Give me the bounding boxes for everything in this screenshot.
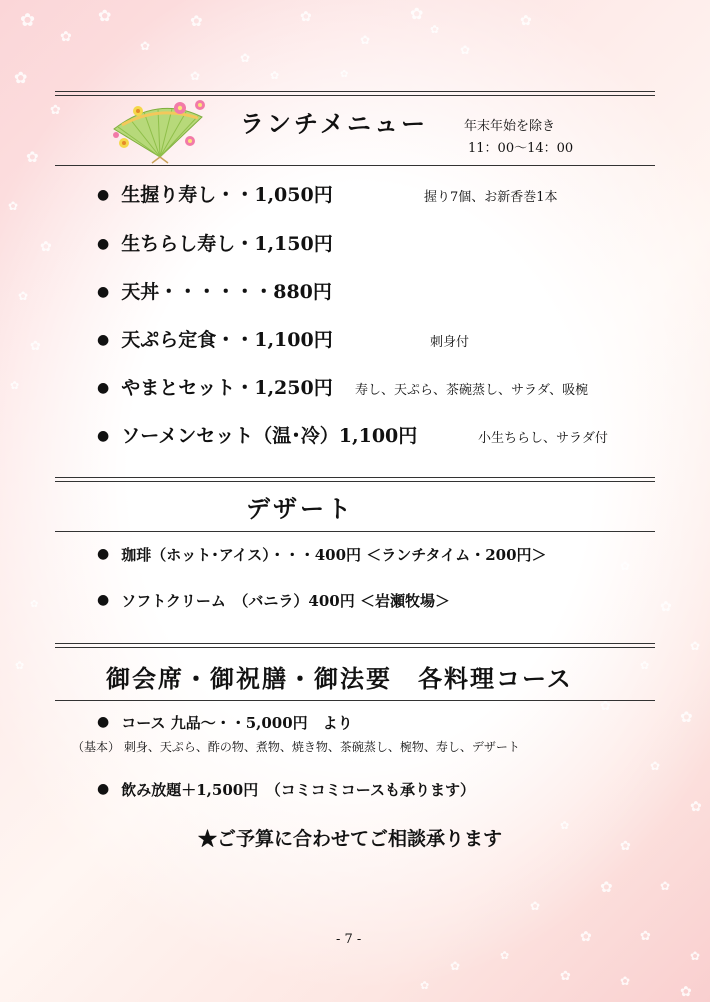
bullet-dot-icon: ● [97, 187, 110, 203]
section-rule [55, 531, 655, 532]
menu-item [97, 373, 333, 400]
menu-item-label: 生握り寿し・・1,050円 [121, 184, 333, 206]
sakura-blossom-icon: ✿ [340, 69, 349, 80]
menu-item [97, 421, 417, 448]
sakura-blossom-icon: ✿ [580, 929, 592, 945]
bullet-dot-icon: ● [97, 332, 110, 348]
sakura-blossom-icon: ✿ [690, 949, 701, 963]
menu-item [97, 544, 547, 565]
sakura-blossom-icon: ✿ [530, 899, 541, 913]
menu-item-label: 天丼・・・・・・880円 [121, 281, 332, 303]
lunch-hours: 11：00〜14：00 [468, 141, 574, 156]
course-item-label: 飲み放題＋1,500円 （コミコミコースも承ります） [121, 781, 475, 799]
sakura-blossom-icon: ✿ [680, 984, 692, 1000]
course-item [97, 779, 475, 800]
menu-item-note: 小生ちらし、サラダ付 [478, 431, 608, 446]
sakura-blossom-icon: ✿ [30, 599, 39, 610]
sakura-blossom-icon: ✿ [620, 839, 631, 854]
folding-fan-icon [108, 99, 208, 164]
sakura-blossom-icon: ✿ [300, 9, 312, 25]
menu-item-label: ソフトクリーム （バニラ）400円 ＜岩瀬牧場＞ [121, 592, 450, 610]
menu-item-note: 刺身付 [430, 335, 470, 350]
section-rule [55, 477, 655, 482]
bullet-dot-icon: ● [97, 592, 110, 608]
sakura-blossom-icon: ✿ [660, 879, 671, 893]
menu-item-label: 生ちらし寿し・1,150円 [121, 233, 333, 255]
sakura-blossom-icon: ✿ [240, 51, 251, 65]
sakura-blossom-icon: ✿ [560, 819, 570, 832]
bullet-dot-icon: ● [97, 428, 110, 444]
sakura-blossom-icon: ✿ [8, 199, 19, 213]
menu-item [97, 180, 333, 207]
sakura-blossom-icon: ✿ [500, 949, 510, 962]
sakura-blossom-icon: ✿ [420, 979, 430, 992]
sakura-blossom-icon: ✿ [140, 39, 151, 53]
sakura-blossom-icon: ✿ [410, 4, 424, 23]
sakura-blossom-icon: ✿ [10, 379, 20, 392]
sakura-blossom-icon: ✿ [450, 959, 461, 973]
sakura-blossom-icon: ✿ [40, 239, 52, 255]
sakura-blossom-icon: ✿ [560, 969, 571, 984]
menu-item [97, 229, 333, 256]
sakura-blossom-icon: ✿ [14, 68, 28, 87]
sakura-blossom-icon: ✿ [690, 799, 702, 815]
bullet-dot-icon: ● [97, 380, 110, 396]
sakura-blossom-icon: ✿ [520, 13, 532, 29]
menu-item [97, 277, 332, 304]
bullet-dot-icon: ● [97, 236, 110, 252]
sakura-blossom-icon: ✿ [620, 974, 631, 988]
section-rule [55, 91, 655, 96]
sakura-blossom-icon: ✿ [620, 559, 631, 573]
sakura-blossom-icon: ✿ [600, 878, 613, 896]
menu-item-label: やまとセット・1,250円 [121, 377, 333, 399]
sakura-blossom-icon: ✿ [660, 599, 672, 615]
course-basic-list: （基本） 刺身、天ぷら、酢の物、煮物、焼き物、茶碗蒸し、椀物、寿し、デザート [72, 740, 520, 754]
sakura-blossom-icon: ✿ [190, 69, 201, 83]
menu-item [97, 590, 450, 611]
section-rule [55, 165, 655, 166]
dessert-title: デザート [246, 494, 354, 523]
course-title: 御会席・御祝膳・御法要 各料理コース [106, 664, 573, 693]
section-rule [55, 643, 655, 648]
menu-item [97, 325, 333, 352]
page-number: - 7 - [336, 932, 362, 947]
sakura-blossom-icon: ✿ [20, 10, 36, 31]
section-rule [55, 700, 655, 701]
sakura-blossom-icon: ✿ [640, 929, 651, 944]
menu-item-label: 天ぷら定食・・1,100円 [121, 329, 333, 351]
sakura-blossom-icon: ✿ [98, 6, 112, 25]
sakura-blossom-icon: ✿ [270, 69, 280, 82]
sakura-blossom-icon: ✿ [18, 289, 29, 303]
sakura-blossom-icon: ✿ [190, 12, 203, 30]
sakura-blossom-icon: ✿ [15, 659, 25, 672]
sakura-blossom-icon: ✿ [640, 659, 650, 672]
menu-item-note: 寿し、天ぷら、茶碗蒸し、サラダ、吸椀 [355, 383, 589, 398]
sakura-blossom-icon: ✿ [60, 29, 72, 45]
sakura-blossom-icon: ✿ [460, 43, 471, 57]
lunch-title: ランチメニュー [240, 109, 429, 138]
sakura-blossom-icon: ✿ [690, 639, 701, 653]
sakura-blossom-icon: ✿ [360, 33, 371, 47]
sakura-blossom-icon: ✿ [430, 23, 440, 36]
sakura-blossom-icon: ✿ [26, 148, 39, 166]
menu-item-label: ソーメンセット（温･冷）1,100円 [121, 425, 418, 447]
course-item [97, 712, 353, 733]
bullet-dot-icon: ● [97, 284, 110, 300]
sakura-blossom-icon: ✿ [680, 708, 693, 726]
sakura-blossom-icon: ✿ [50, 103, 61, 118]
sakura-blossom-icon: ✿ [600, 699, 611, 714]
bullet-dot-icon: ● [97, 546, 110, 562]
bullet-dot-icon: ● [97, 714, 110, 730]
lunch-hours-note: 年末年始を除き [464, 119, 556, 134]
course-item-label: コース 九品〜・・5,000円 より [121, 714, 353, 732]
menu-item-note: 握り7個、お新香巻1本 [424, 190, 558, 205]
sakura-blossom-icon: ✿ [30, 339, 41, 354]
sakura-blossom-icon: ✿ [650, 759, 661, 773]
consult-note: ★ご予算に合わせてご相談承ります [198, 828, 503, 850]
menu-item-label: 珈琲（ホット･アイス）・・・400円 ＜ランチタイム・200円＞ [121, 546, 547, 564]
bullet-dot-icon: ● [97, 781, 110, 797]
